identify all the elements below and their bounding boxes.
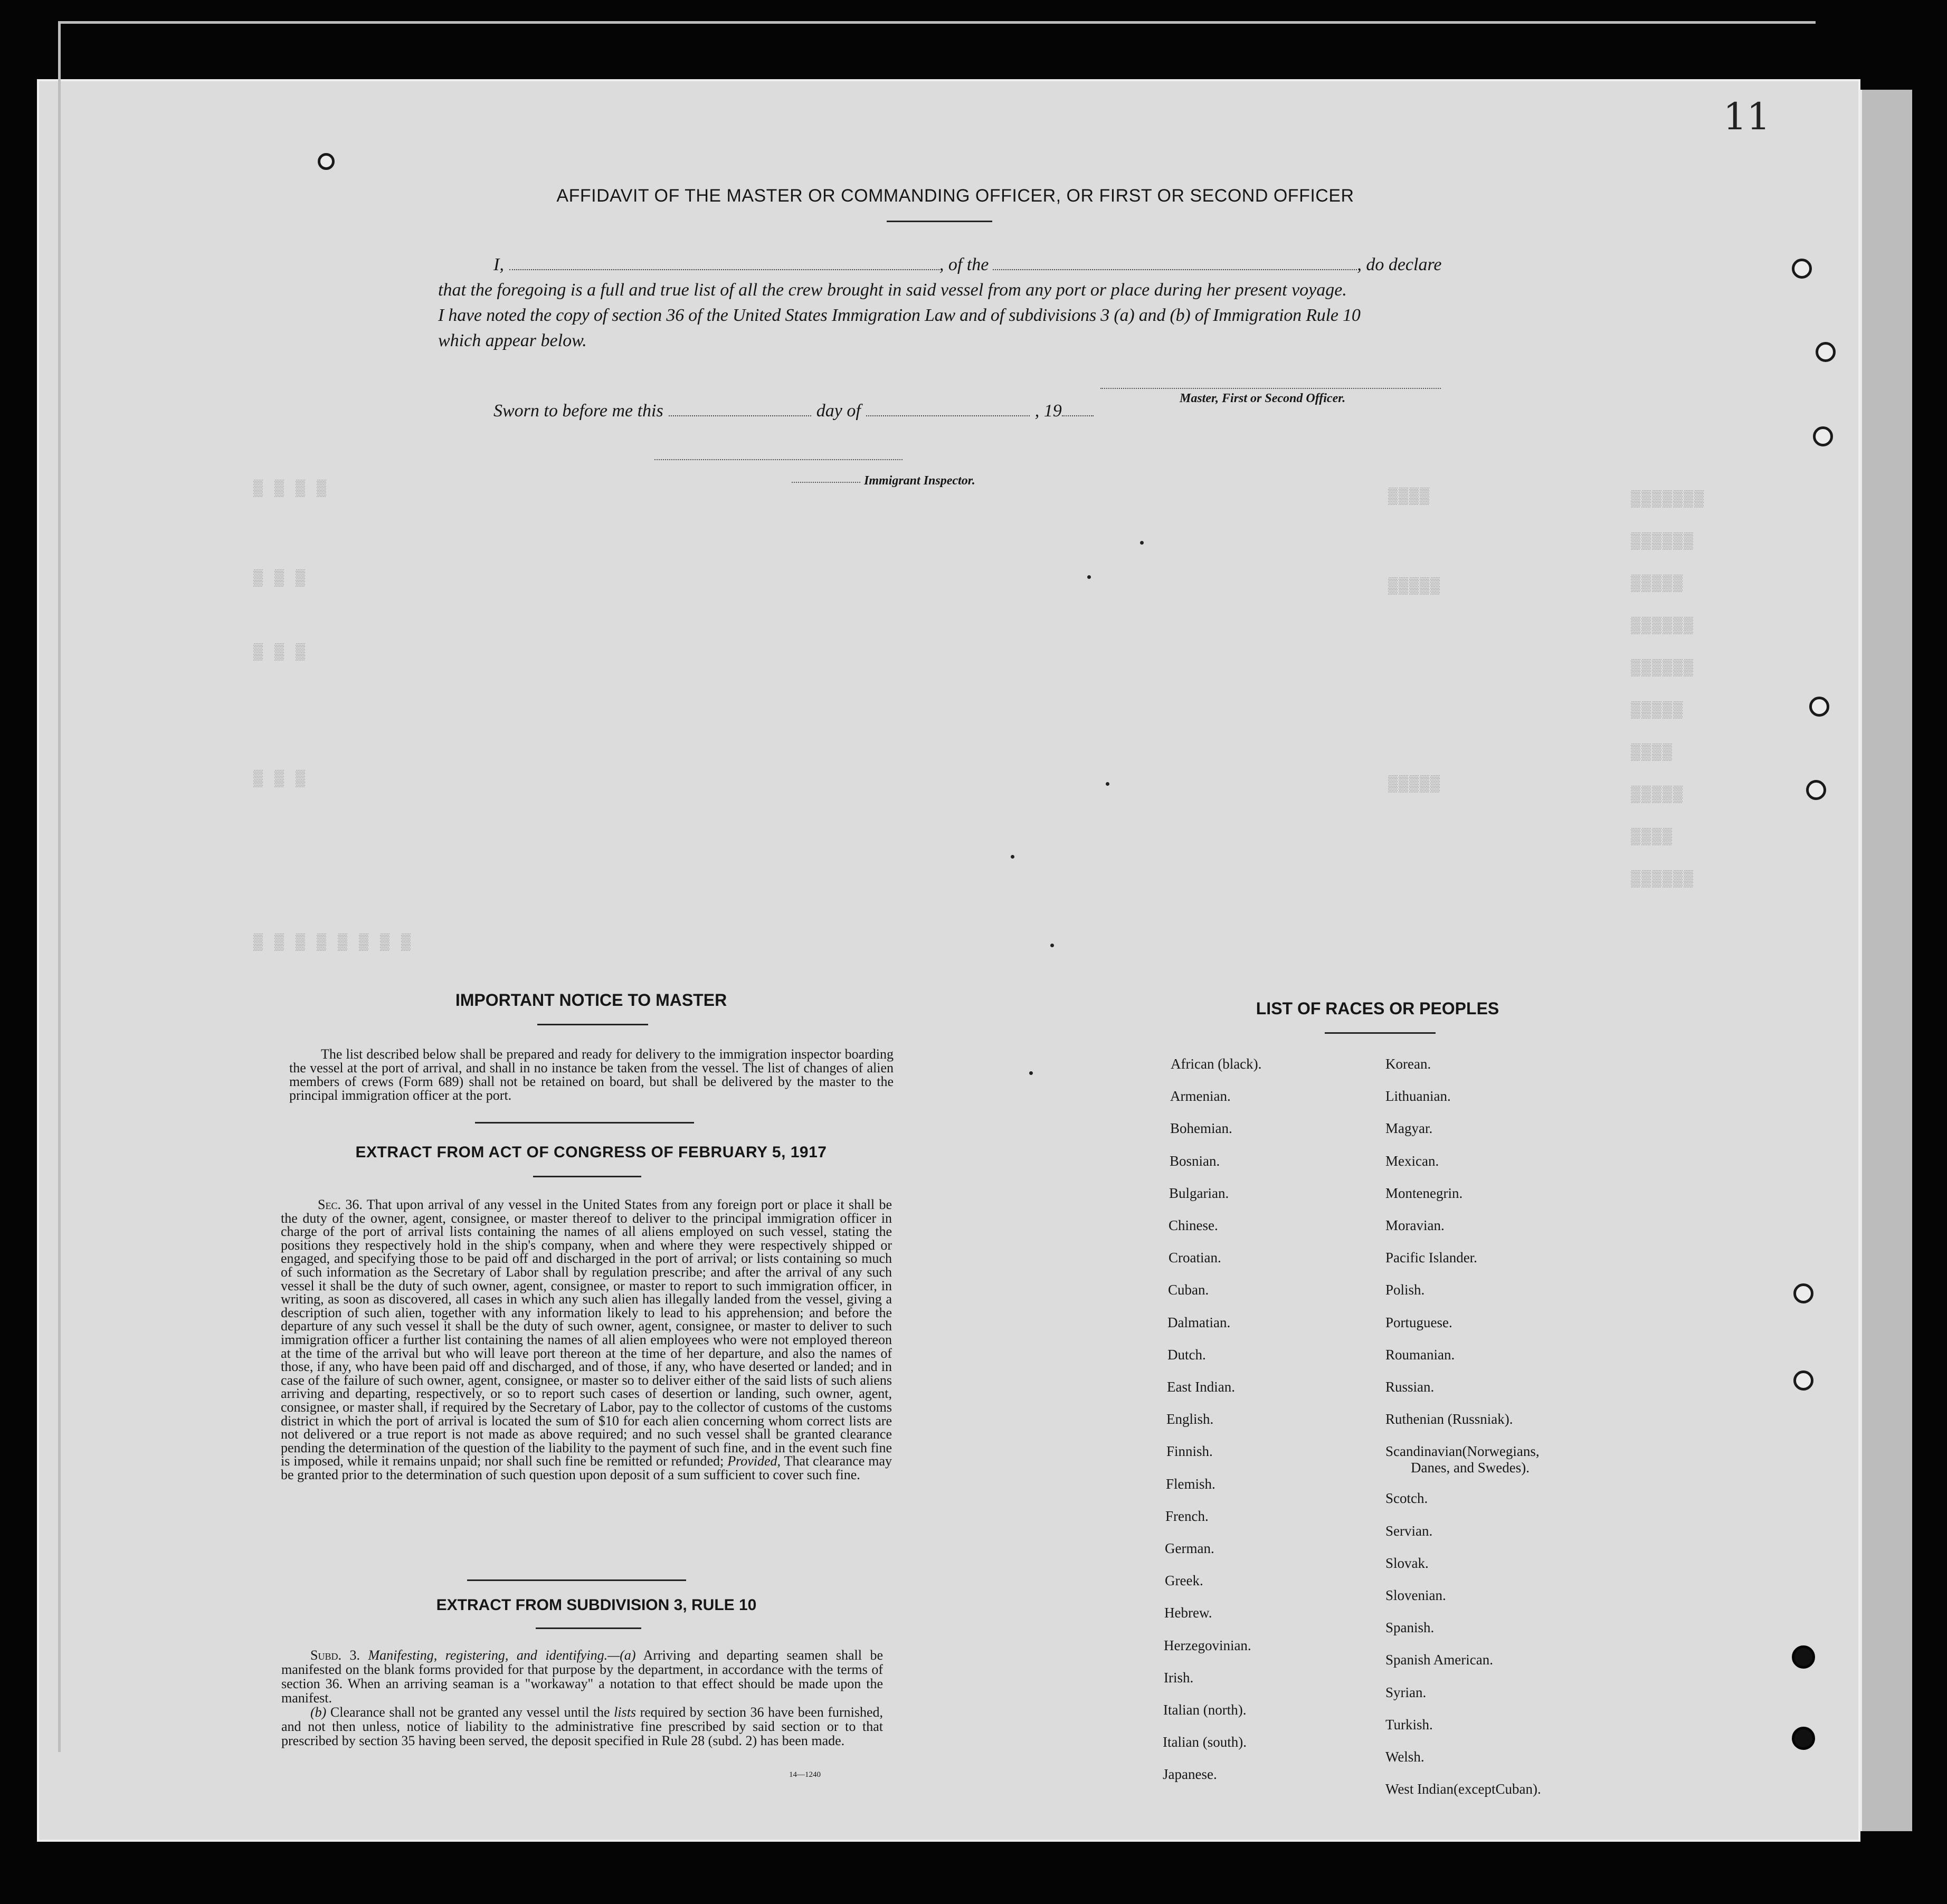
race-item: Ruthenian (Russniak). xyxy=(1385,1411,1513,1427)
form-number: 14—1240 xyxy=(789,1770,821,1779)
rule10-text-b2: required by section 36 have been furnished, and not then unless, notice of liability to the administrative fine prescribed by said section or to that prescribed by section 35 having been served, the deposit specified in Rule 28 (subd. 2) has been made. xyxy=(281,1705,884,1748)
sworn-label: Sworn to before me this xyxy=(493,401,663,421)
race-item: Polish. xyxy=(1385,1282,1425,1298)
race-item: Spanish American. xyxy=(1385,1652,1493,1668)
act-rule xyxy=(467,1579,686,1581)
race-item: Bosnian. xyxy=(1170,1153,1220,1169)
master-signature-line[interactable] xyxy=(1100,388,1441,389)
races-column-1 xyxy=(1163,1048,1262,1791)
race-item: Japanese. xyxy=(1163,1766,1217,1783)
race-item: Dutch. xyxy=(1167,1346,1206,1363)
race-item: Mexican. xyxy=(1385,1153,1439,1169)
punch-hole-icon xyxy=(318,153,335,170)
master-signature-label: Master, First or Second Officer. xyxy=(1180,392,1346,405)
notice-title: IMPORTANT NOTICE TO MASTER xyxy=(455,991,727,1010)
sworn-year-field[interactable] xyxy=(1062,399,1094,416)
race-item: Hebrew. xyxy=(1164,1605,1212,1621)
affidavit-line-4: which appear below. xyxy=(438,331,587,350)
race-item: Greek. xyxy=(1165,1573,1203,1589)
ink-speck xyxy=(1050,944,1054,947)
ink-speck xyxy=(1087,575,1091,579)
race-item: Welsh. xyxy=(1385,1749,1424,1765)
race-item: Italian (south). xyxy=(1163,1734,1247,1750)
ink-speck xyxy=(1029,1071,1033,1075)
rule10-title: EXTRACT FROM SUBDIVISION 3, RULE 10 xyxy=(436,1596,757,1614)
race-item: Scotch. xyxy=(1385,1490,1428,1507)
rule10-lists: lists xyxy=(614,1705,637,1720)
race-item: East Indian. xyxy=(1167,1379,1235,1395)
race-item: Syrian. xyxy=(1385,1684,1427,1700)
affidavit-title: AFFIDAVIT OF THE MASTER OR COMMANDING OFFICER, OR FIRST OR SECOND OFFICER xyxy=(556,186,1354,206)
race-item: African (black). xyxy=(1171,1056,1262,1072)
sworn-day-field[interactable] xyxy=(669,399,811,416)
rule10-subd: Subd. 3. xyxy=(310,1648,360,1663)
race-item: Russian. xyxy=(1385,1379,1435,1395)
race-item: Croatian. xyxy=(1169,1250,1221,1266)
punch-hole-icon xyxy=(1793,1370,1813,1391)
act-body-2: That clearance may be granted prior to the determination of such question upon deposit of a sum sufficient to cover such fine. xyxy=(281,1453,892,1482)
sworn-month-field[interactable] xyxy=(866,399,1030,416)
races-title-rule xyxy=(1325,1032,1436,1034)
page-edge-strip xyxy=(1860,90,1912,1831)
act-text xyxy=(281,1198,892,1481)
race-item: Irish. xyxy=(1164,1669,1194,1686)
affidavit-title-rule xyxy=(887,221,992,222)
affidavit-line-3: I have noted the copy of section 36 of the United States Immigration Law and of subdivisions 3 (a) and (b) of Immigration Rule 10 xyxy=(438,306,1361,325)
rule10-text xyxy=(281,1648,883,1748)
master-name-field[interactable] xyxy=(509,253,939,270)
notice-title-rule xyxy=(537,1024,648,1025)
race-item: Chinese. xyxy=(1169,1217,1218,1234)
inspector-label: Immigrant Inspector. xyxy=(864,474,975,488)
race-item: Slovak. xyxy=(1385,1555,1429,1571)
punch-hole-icon xyxy=(1792,1645,1815,1669)
race-item: Bohemian. xyxy=(1170,1120,1232,1137)
race-item: Portuguese. xyxy=(1385,1314,1452,1330)
race-item: Roumanian. xyxy=(1385,1346,1455,1363)
year-label: , 19 xyxy=(1034,401,1062,421)
vessel-name-field[interactable] xyxy=(993,253,1357,270)
race-item: Scandinavian(Norwegians, xyxy=(1385,1443,1540,1460)
race-item: Italian (north). xyxy=(1163,1702,1247,1718)
punch-hole-icon xyxy=(1792,1727,1815,1750)
punch-hole-icon xyxy=(1809,697,1829,717)
rule10-b-label: (b) xyxy=(310,1705,327,1720)
race-item: Slovenian. xyxy=(1385,1587,1446,1604)
punch-hole-icon xyxy=(1813,426,1833,446)
race-item: Danes, and Swedes). xyxy=(1411,1460,1530,1476)
act-provided: Provided, xyxy=(727,1453,781,1469)
races-column-2 xyxy=(1385,1048,1541,1805)
affidavit-do-declare: , do declare xyxy=(1357,255,1442,274)
race-item: Armenian. xyxy=(1170,1088,1231,1105)
race-item: Moravian. xyxy=(1385,1217,1445,1234)
races-title: LIST OF RACES OR PEOPLES xyxy=(1256,999,1499,1018)
rule10-text-b1: Clearance shall not be granted any vessel until the xyxy=(330,1705,610,1720)
inspector-signature-line-2 xyxy=(792,482,860,483)
race-item: Flemish. xyxy=(1166,1475,1215,1492)
race-item: French. xyxy=(1165,1508,1209,1524)
race-item: Turkish. xyxy=(1385,1716,1433,1732)
race-item: Pacific Islander. xyxy=(1385,1250,1477,1266)
ink-speck xyxy=(1140,541,1144,545)
rule10-title-rule xyxy=(536,1627,641,1629)
race-item: German. xyxy=(1165,1540,1214,1557)
punch-hole-icon xyxy=(1806,780,1826,800)
race-item: Spanish. xyxy=(1385,1620,1435,1636)
notice-rule xyxy=(475,1122,694,1124)
affidavit-of-the: , of the xyxy=(939,255,989,274)
rule10-heading: Manifesting, registering, and identifying.—(a) xyxy=(368,1648,636,1663)
ink-speck xyxy=(1106,782,1109,786)
day-of-label: day of xyxy=(816,401,861,421)
race-item: Servian. xyxy=(1385,1522,1433,1539)
race-item: Korean. xyxy=(1385,1056,1431,1072)
race-item: Bulgarian. xyxy=(1169,1185,1229,1201)
punch-hole-icon xyxy=(1792,259,1812,279)
notice-text: The list described below shall be prepared and ready for delivery to the immigration inspector boarding the vessel at the port of arrival, and shall in no instance be taken from the vessel. The list of changes of alien members of crews (Form 689) shall not be retained on board, but shall be delivered by the master to the principal immigration officer at the port. xyxy=(289,1046,894,1103)
race-item: Herzegovinian. xyxy=(1164,1637,1251,1653)
act-title: EXTRACT FROM ACT OF CONGRESS OF FEBRUARY 5, 1917 xyxy=(355,1144,827,1161)
rule10-text-a: Arriving and departing seamen shall be manifested on the blank forms provided for that purpose by the department, in accordance with the terms of section 36. When an arriving seaman is a "workaway" a notation to that effect should be made upon the manifest. xyxy=(281,1648,884,1706)
act-section: Sec. 36. xyxy=(318,1197,363,1212)
affidavit-line-2: that the foregoing is a full and true list of all the crew brought in said vessel from any port or place during her present voyage. xyxy=(438,280,1347,300)
punch-hole-icon xyxy=(1793,1283,1813,1303)
race-item: English. xyxy=(1166,1411,1214,1427)
act-title-rule xyxy=(533,1176,641,1177)
race-item: Lithuanian. xyxy=(1385,1088,1451,1105)
race-item: Magyar. xyxy=(1385,1120,1433,1137)
race-item: Montenegrin. xyxy=(1385,1185,1463,1201)
ink-speck xyxy=(1011,855,1014,859)
race-item: West Indian(exceptCuban). xyxy=(1385,1781,1541,1797)
race-item: Cuban. xyxy=(1168,1282,1209,1298)
inspector-signature-line[interactable] xyxy=(654,459,903,460)
sworn-line xyxy=(493,399,1094,421)
race-item: Dalmatian. xyxy=(1167,1314,1231,1330)
race-item: Finnish. xyxy=(1166,1443,1213,1460)
page-number: 11 xyxy=(1723,95,1771,138)
act-body: That upon arrival of any vessel in the United States from any foreign port or place it shall be the duty of the owner, agent, consignee, or master thereof to deliver to the principal immigration officer in charge of the port of arrival lists containing the names of all aliens employed on such vessel, stating the positions they respectively hold in the ship's company, when and where they were respectively shipped or engaged, and specifying those to be paid off and discharged in the port of arrival; or lists containing so much of such information as the Secretary of Labor shall by regulation prescribe; and after the arrival of any such vessel it shall be the duty of such owner, agent, consignee, or master to report to such immigration officer, in writing, as soon as discovered, all cases in which any such alien has illegally landed from the vessel, giving a description of such alien, together with any information likely to lead to his apprehension; and before the departure of any such vessel it shall be the duty of such owner, agent, consignee, or master to deliver to such immigration officer a further list containing the names of all alien employees who were not employed thereon at the time of the arrival but who will leave port thereon at the time of her departure, and also the names of those, if any, who have been paid off and discharged, and of those, if any, who have deserted or landed; and in case of the failure of such owner, agent, consignee, or master so to deliver either of the said lists of such aliens arriving and departing, respectively, or so to report such cases of desertion or landing, such owner, agent, consignee, or master shall, if required by the Secretary of Labor, pay to the collector of customs of the customs district in which the port of arrival is located the sum of $10 for each alien concerning whom correct lists are not delivered or a true report is not made as above required; and no such vessel shall be granted clearance pending the determination of the question of the liability to the payment of such fine, and in the event such fine is imposed, while it remains unpaid; nor shall such fine be remitted or refunded; xyxy=(281,1197,892,1469)
affidavit-text xyxy=(438,252,1446,354)
punch-hole-icon xyxy=(1816,342,1836,362)
affidavit-i: I, xyxy=(493,255,504,274)
